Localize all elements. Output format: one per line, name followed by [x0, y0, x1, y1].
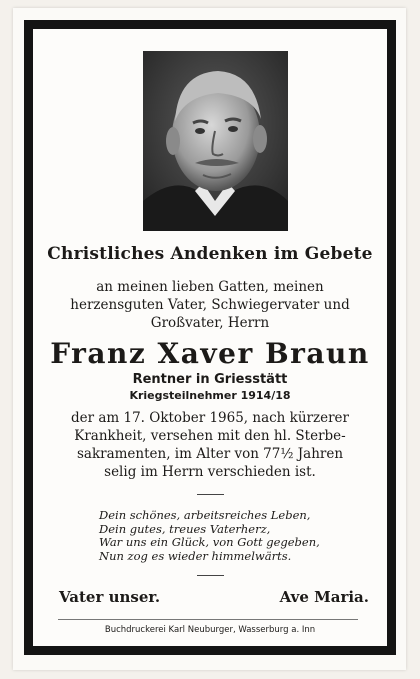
death-notice-line: selig im Herrn verschieden ist.	[104, 464, 316, 480]
poem-line: Nun zog es wieder himmelwärts.	[99, 548, 292, 563]
death-notice-line: Krankheit, versehen mit den hl. Sterbe-	[74, 428, 346, 444]
intro-line: Großvater, Herrn	[150, 315, 270, 331]
footer-divider	[58, 619, 358, 620]
death-notice-line: der am 17. Oktober 1965, nach kürzerer	[70, 410, 349, 426]
memorial-heading: Christliches Andenken im Gebete	[47, 244, 373, 264]
poem-line: Dein schönes, arbeitsreiches Leben,	[99, 508, 311, 522]
memorial-poem	[99, 509, 320, 563]
deceased-name: Franz Xaver Braun	[50, 337, 370, 370]
occupation-line: Rentner in Griesstätt	[132, 372, 288, 387]
portrait-photo	[143, 51, 288, 231]
poem-line: War uns ein Glück, von Gott gegeben,	[99, 535, 320, 549]
divider	[197, 494, 224, 495]
prayer-our-father: Vater unser.	[59, 588, 161, 606]
printer-imprint: Buchdruckerei Karl Neuburger, Wasserburg a. Inn	[104, 625, 316, 635]
death-notice-line: sakramenten, im Alter von 77½ Jahren	[76, 446, 344, 462]
intro-line: herzensguten Vater, Schwiegervater und	[70, 297, 350, 313]
divider	[197, 575, 224, 576]
poem-line: Dein gutes, treues Vaterherz,	[99, 521, 271, 536]
prayer-hail-mary: Ave Maria.	[279, 588, 369, 606]
veteran-note: Kriegsteilnehmer 1914/18	[129, 389, 291, 402]
intro-line: an meinen lieben Gatten, meinen	[96, 279, 324, 295]
